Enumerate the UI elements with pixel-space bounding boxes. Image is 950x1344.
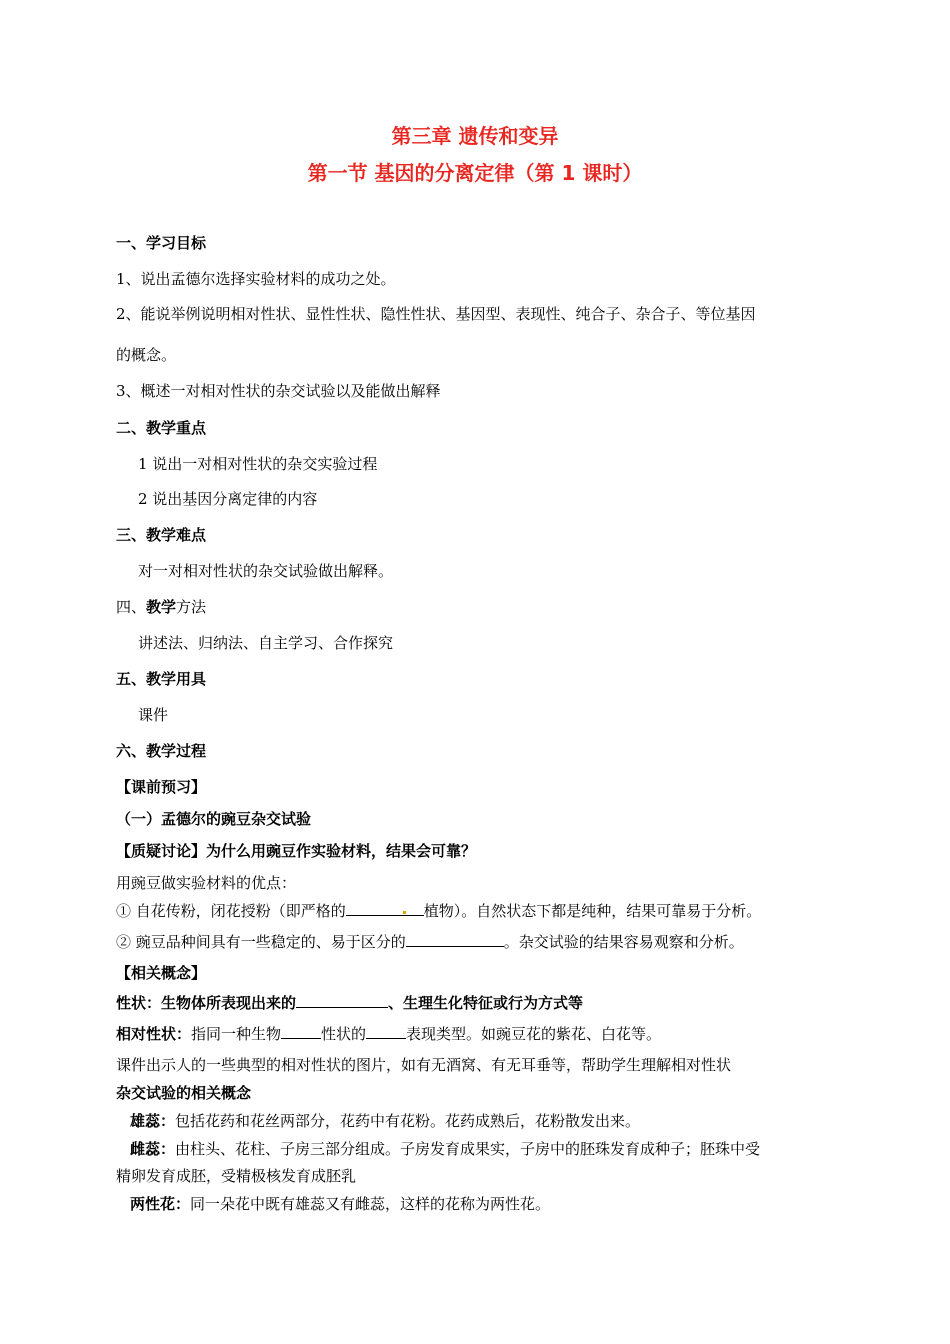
concepts-label: 【相关概念】	[116, 964, 207, 982]
bisexual-flower-definition: 两性花：同一朵花中既有雄蕊又有雌蕊，这样的花称为两性花。	[130, 1195, 551, 1213]
key-point-2: 2 说出基因分离定律的内容	[138, 490, 318, 508]
chapter-title: 第三章 遗传和变异	[391, 124, 559, 148]
goal-item-1: 1、说出孟德尔选择实验材料的成功之处。	[116, 270, 396, 288]
goal-item-2-cont: 的概念。	[116, 346, 177, 364]
heading-methods: 四、教学方法	[116, 598, 207, 616]
preview-label: 【课前预习】	[116, 778, 207, 796]
heading-key-points: 二、教学重点	[116, 419, 207, 437]
stamen-definition: 雄蕊：包括花药和花丝两部分，花药中有花粉。花药成熟后，花粉散发出来。	[130, 1112, 641, 1130]
advantage-1: ① 自花传粉，闭花授粉（即严格的 植物）。自然状态下都是纯种，结果可靠易于分析。	[116, 902, 762, 920]
fill-blank[interactable]	[296, 993, 388, 1008]
heading-process: 六、教学过程	[116, 742, 207, 760]
advantage-2: ② 豌豆品种间具有一些稳定的、易于区分的 。杂交试验的结果容易观察和分析。	[116, 933, 744, 951]
heading-learning-goals: 一、学习目标	[116, 234, 207, 252]
discussion-question: 【质疑讨论】为什么用豌豆作实验材料，结果会可靠？	[116, 842, 477, 860]
pistil-definition: 雌蕊：由柱头、花柱、子房三部分组成。子房发育成果实，子房中的胚珠发育成种子；胚珠中受	[130, 1140, 761, 1158]
heading-tools: 五、教学用具	[116, 670, 207, 688]
fill-blank[interactable]	[366, 1024, 406, 1039]
pistil-definition-cont: 精卵发育成胚，受精极核发育成胚乳	[116, 1167, 357, 1185]
difficulty-1: 对一对相对性状的杂交试验做出解释。	[138, 562, 394, 580]
methods-list: 讲述法、归纳法、自主学习、合作探究	[138, 634, 394, 652]
courseware-note: 课件出示人的一些典型的相对性状的图片，如有无酒窝、有无耳垂等，帮助学生理解相对性状	[116, 1056, 732, 1074]
tools-item: 课件	[138, 706, 169, 724]
fill-blank[interactable]	[281, 1024, 321, 1039]
cross-concepts-heading: 杂交试验的相关概念	[116, 1084, 252, 1102]
heading-difficulties: 三、教学难点	[116, 526, 207, 544]
fill-blank[interactable]	[346, 901, 424, 916]
relative-trait-definition: 相对性状：指同一种生物 性状的 表现类型。如豌豆花的紫花、白花等。	[116, 1025, 662, 1043]
goal-item-2: 2、能说举例说明相对性状、显性性状、隐性性状、基因型、表现性、纯合子、杂合子、等位基因	[116, 305, 756, 323]
subsection-pea-experiment: （一）孟德尔的豌豆杂交试验	[116, 810, 312, 828]
key-point-1: 1 说出一对相对性状的杂交实验过程	[138, 455, 378, 473]
section-title: 第一节 基因的分离定律（第 1 课时）	[307, 161, 643, 185]
goal-item-3: 3、概述一对相对性状的杂交试验以及能做出解释	[116, 382, 441, 400]
advantages-intro: 用豌豆做实验材料的优点：	[116, 874, 297, 892]
trait-definition: 性状：生物体所表现出来的 、生理生化特征或行为方式等	[116, 994, 584, 1012]
fill-blank[interactable]	[406, 932, 504, 947]
